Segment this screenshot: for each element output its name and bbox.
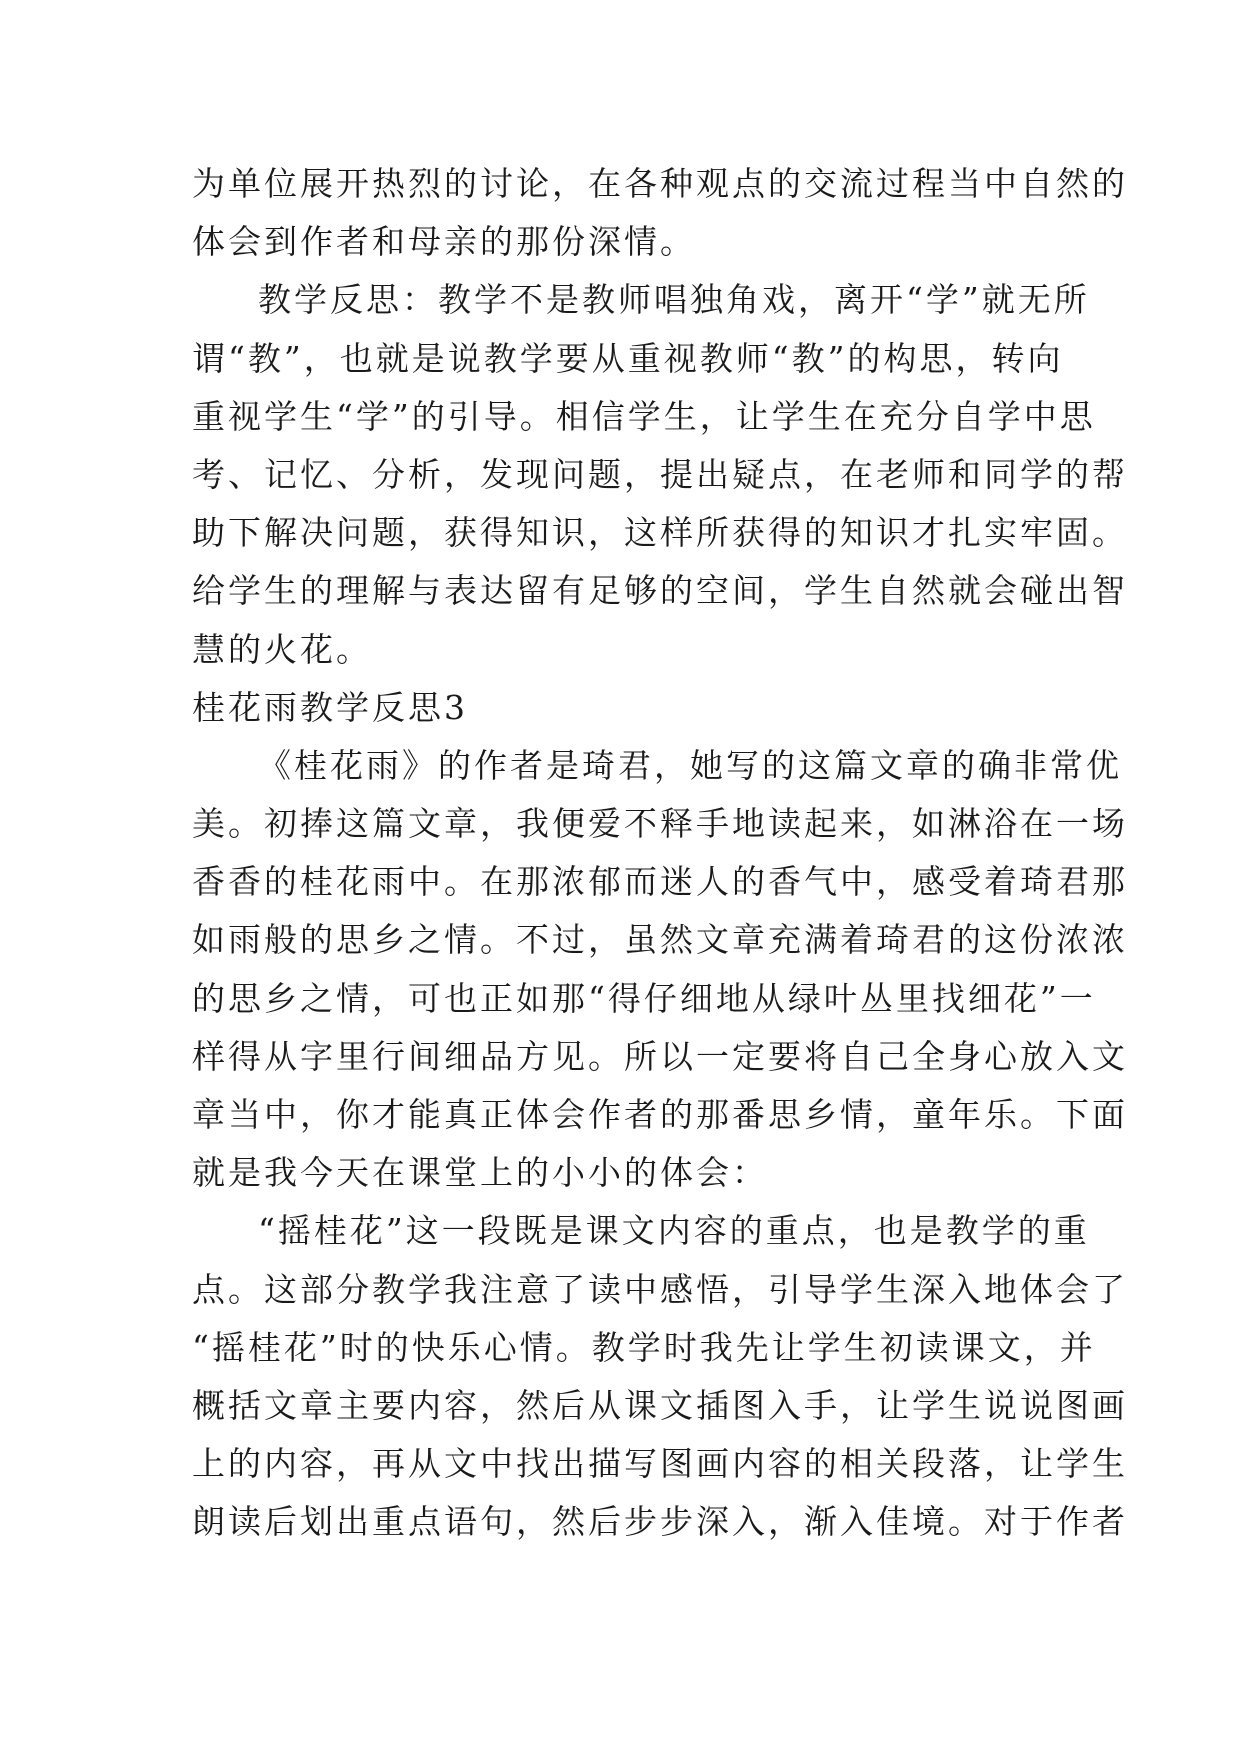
text-line: 概括文章主要内容，然后从课文插图入手，让学生说说图画 [192, 1385, 1128, 1425]
text-line: 香香的桂花雨中。在那浓郁而迷人的香气中，感受着琦君那 [192, 862, 1128, 902]
text-line: 样得从字里行间细品方见。所以一定要将自己全身心放入文 [192, 1036, 1128, 1076]
text-line: 重视学生“学”的引导。相信学生，让学生在充分自学中思 [192, 396, 1096, 436]
text-line: 上的内容，再从文中找出描写图画内容的相关段落，让学生 [192, 1444, 1128, 1484]
paragraph-first-line: 《桂花雨》的作者是琦君，她写的这篇文章的确非常优 [258, 745, 1122, 785]
text-line: 谓“教”，也就是说教学要从重视教师“教”的构思，转向 [192, 338, 1064, 378]
text-line: 考、记忆、分析，发现问题，提出疑点，在老师和同学的帮 [192, 454, 1128, 494]
text-line: 就是我今天在课堂上的小小的体会： [192, 1153, 768, 1193]
text-line: 如雨般的思乡之情。不过，虽然文章充满着琦君的这份浓浓 [192, 920, 1128, 960]
text-line: 美。初捧这篇文章，我便爱不释手地读起来，如淋浴在一场 [192, 804, 1128, 844]
text-line: 助下解决问题，获得知识，这样所获得的知识才扎实牢固。 [192, 513, 1128, 553]
text-line: 体会到作者和母亲的那份深情。 [192, 222, 696, 262]
text-line: 章当中，你才能真正体会作者的那番思乡情，童年乐。下面 [192, 1095, 1128, 1134]
text-line: 为单位展开热烈的讨论，在各种观点的交流过程当中自然的 [192, 164, 1128, 203]
paragraph-first-line: 教学反思：教学不是教师唱独角戏，离开“学”就无所 [258, 280, 1090, 320]
text-line: 给学生的理解与表达留有足够的空间，学生自然就会碰出智 [192, 571, 1128, 611]
text-line: 的思乡之情，可也正如那“得仔细地从绿叶丛里找细花”一 [192, 978, 1096, 1018]
text-line: 桂花雨教学反思3 [192, 687, 468, 727]
document-body [192, 155, 1128, 1552]
paragraph-first-line: “摇桂花”这一段既是课文内容的重点，也是教学的重 [258, 1211, 1090, 1251]
text-line: 慧的火花。 [192, 629, 372, 669]
text-line: 点。这部分教学我注意了读中感悟，引导学生深入地体会了 [192, 1269, 1128, 1309]
text-line: 朗读后划出重点语句，然后步步深入，渐入佳境。对于作者 [192, 1502, 1128, 1542]
text-line: “摇桂花”时的快乐心情。教学时我先让学生初读课文，并 [192, 1327, 1096, 1367]
